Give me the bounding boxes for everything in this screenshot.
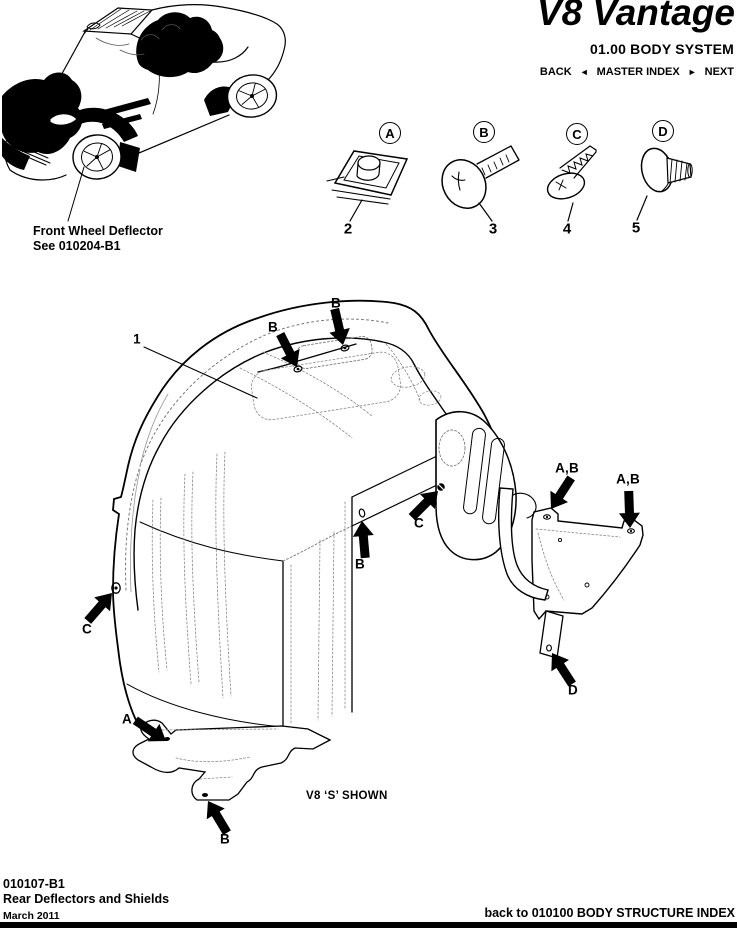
brand-logo: V8 Vantage <box>536 0 735 33</box>
clip-nut-icon <box>327 151 407 204</box>
section-title: 01.00 BODY SYSTEM <box>590 41 734 57</box>
nav-back-link[interactable]: BACK <box>539 66 572 78</box>
caption-line-2: See 010204-B1 <box>33 238 121 253</box>
arrow-b-middle <box>352 520 376 559</box>
nav-next-arrow-icon: ► <box>687 67 697 77</box>
front-wheel-deflector-caption <box>33 224 163 253</box>
self-tapping-screw-icon <box>544 146 596 203</box>
fastener-letter-d: D <box>652 120 674 142</box>
wheel-arch-liner-diagram <box>112 301 643 800</box>
page-bottom-bar <box>0 922 737 928</box>
fastener-icons <box>327 145 692 221</box>
fastener-letter-c: C <box>566 123 588 145</box>
callout-label-b-middle: B <box>355 556 365 572</box>
caption-line-1: Front Wheel Deflector <box>33 224 163 238</box>
rear-wheel <box>225 72 279 120</box>
callout-label-b-bottom: B <box>220 831 230 847</box>
callout-label-ab-right: A,B <box>616 471 640 487</box>
part-number-2: 2 <box>343 220 353 238</box>
variant-note: V8 ‘S’ SHOWN <box>306 790 388 802</box>
callout-label-b-top2: B <box>331 295 341 311</box>
windshield <box>84 8 152 34</box>
document-date: March 2011 <box>3 910 60 922</box>
body-structure-index-link[interactable]: back to 010100 BODY STRUCTURE INDEX <box>484 906 735 920</box>
caption-leader-line <box>68 167 84 221</box>
callout-label-c-left: C <box>82 621 92 637</box>
nav-back-arrow-icon: ◄ <box>579 67 589 77</box>
car-illustration <box>2 5 285 221</box>
page-navigation <box>540 66 734 78</box>
document-title: Rear Deflectors and Shields <box>3 892 170 906</box>
callout-label-ab-left: A,B <box>555 460 579 476</box>
front-wheel <box>71 133 123 182</box>
plastic-rivet-icon <box>637 145 692 195</box>
document-code: 010107-B1 <box>3 877 65 891</box>
fastener-letter-b: B <box>473 121 495 143</box>
part-number-3: 3 <box>488 220 498 238</box>
fastener-letter-a: A <box>379 122 401 144</box>
arrow-b-top-left <box>271 329 307 372</box>
legend-leader-lines <box>350 196 647 221</box>
washer-head-screw-icon <box>434 146 519 216</box>
rear-deflector-bracket <box>532 508 643 658</box>
part-number-5: 5 <box>631 219 641 237</box>
nav-next-link[interactable]: NEXT <box>704 66 734 78</box>
callout-label-d: D <box>568 682 578 698</box>
arrow-b-bottom <box>199 796 236 839</box>
callout-label-1: 1 <box>133 331 141 347</box>
part-number-4: 4 <box>562 220 572 238</box>
callout-label-c-middle: C <box>414 515 424 531</box>
callout-label-a: A <box>122 711 132 727</box>
nav-master-index-link[interactable]: MASTER INDEX <box>596 66 680 78</box>
callout-label-b-top1: B <box>268 319 278 335</box>
